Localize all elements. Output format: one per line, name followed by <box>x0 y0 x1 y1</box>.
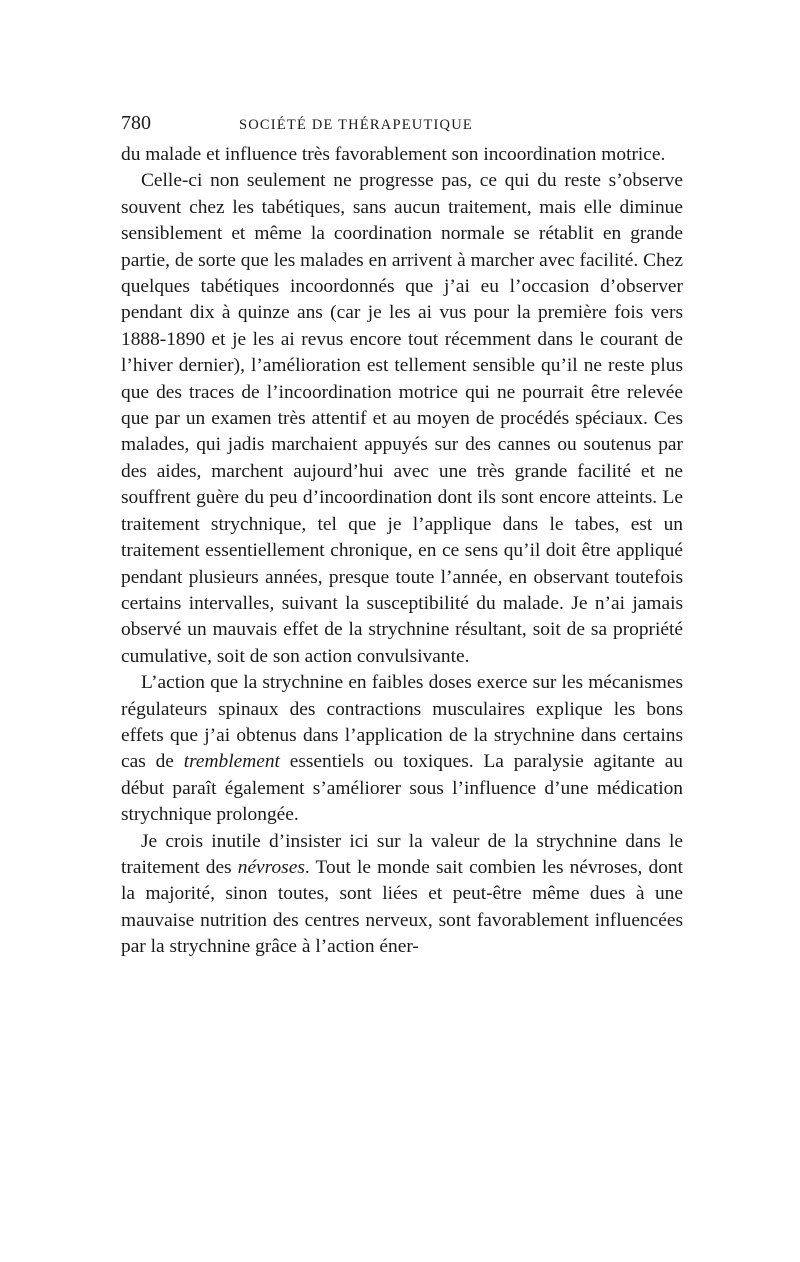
paragraph-4 <box>121 829 683 961</box>
paragraph-3-text-a: L’action que la strychnine en faibles doses exerce sur les mécanismes régulateurs spinaux des contractions musculaires explique les bons effets que j’ai obtenus dans l’application de la strychnine dans certains cas de <box>121 672 683 773</box>
paragraph-4-italic-term: névroses <box>237 856 305 878</box>
paragraph-1 <box>121 142 683 168</box>
paragraph-3 <box>121 670 683 828</box>
paragraph-2-text: Celle-ci non seulement ne progresse pas, ce qui du reste s’observe souvent chez les tabétiques, sans aucun traitement, mais elle diminue sensiblement et même la coordination normale se rétablit en grande partie, de sorte que les malades en arrivent à marcher avec facilité. Chez quelques tabétiques incoordonnés que j’ai eu l’occasion d’observer pendant dix à quinze ans (car je les ai vus pour la première fois vers 1888-1890 et je les ai revus encore tout récemment dans le courant de l’hiver dernier), l’amélioration est tellement sensible qu’il ne reste plus que des traces de l’incoordination motrice qui ne pourrait être relevée que par un examen très attentif et au moyen de procédés spéciaux. Ces malades, qui jadis marchaient appuyés sur des cannes ou soutenus par des aides, marchent aujourd’hui avec une très grande facilité et ne souffrent guère du peu d’incoordination dont ils sont encore atteints. Le traitement strychnique, tel que je l’applique dans le tabes, est un traitement essentiellement chronique, en ce sens qu’il doit être appliqué pendant plusieurs années, presque toute l’année, en observant toutefois certains intervalles, suivant la susceptibilité du malade. Je n’ai jamais observé un mauvais effet de la strychnine résultant, soit de sa propriété cumulative, soit de son action convulsivante. <box>121 170 683 667</box>
paragraph-4-text-a: Je crois inutile d’insister ici sur la valeur de la strychnine dans le traitement des <box>121 830 683 878</box>
body-text <box>121 142 683 961</box>
page-number: 780 <box>121 112 151 134</box>
paragraph-4-text-b: . Tout le monde sait combien les névroses, dont la majorité, sinon toutes, sont liées et peut-être même dues à une mauvaise nutrition des centres nerveux, sont favorablement influencées par la strychnine grâce à l’action éner- <box>121 856 683 958</box>
book-page <box>121 112 683 961</box>
running-title: SOCIÉTÉ DE THÉRAPEUTIQUE <box>239 117 473 133</box>
paragraph-3-italic-term: tremblement <box>183 751 280 773</box>
paragraph-2 <box>121 168 683 670</box>
paragraph-3-text-b: essentiels ou toxiques. La paralysie agitante au début paraît également s’améliorer sous l’influence d’une médication strychnique prolongée. <box>121 751 683 826</box>
running-head <box>121 112 683 142</box>
paragraph-1-text: du malade et influence très favorablement son incoordination motrice. <box>121 144 666 165</box>
